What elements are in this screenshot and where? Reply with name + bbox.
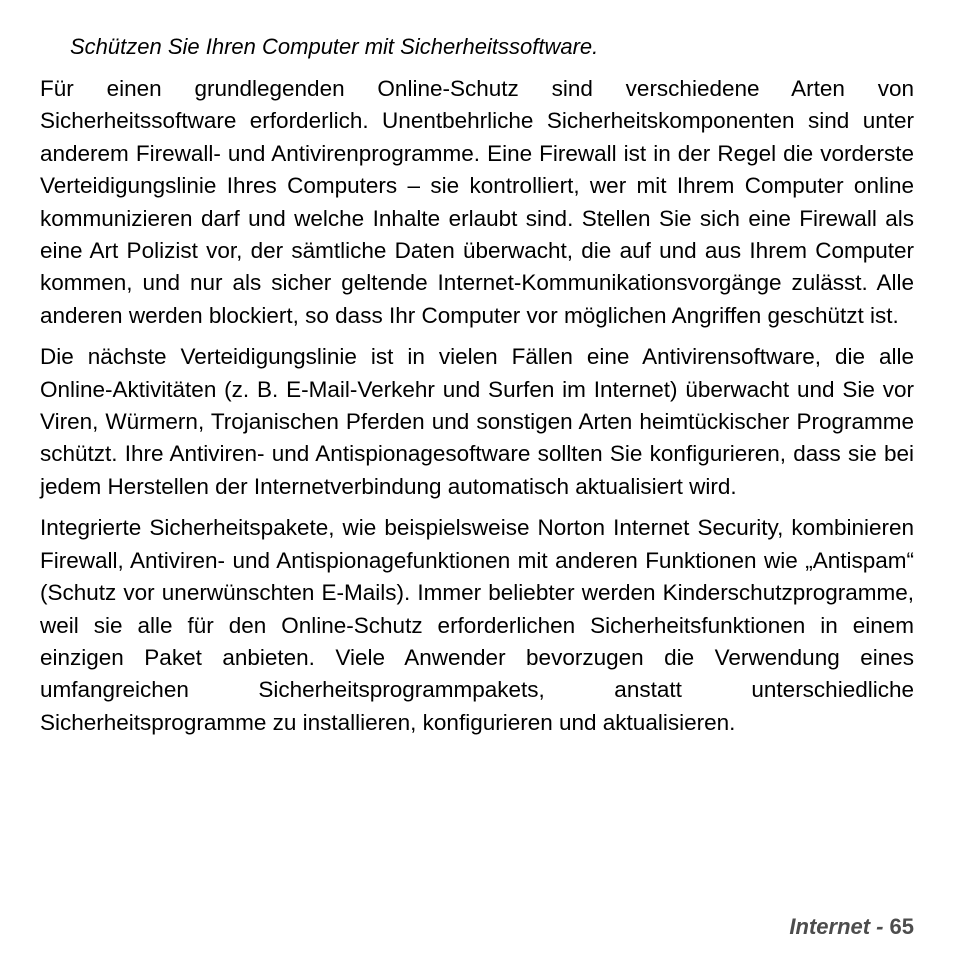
paragraph-security-suites: Integrierte Sicherheitspakete, wie beispielsweise Norton Internet Security, kombinieren Firewall, Antiviren- und Antispionagefunktionen mit anderen Funktionen wie „Antispam“ (Schutz vor unerwünschten E-Mails). Immer beliebter werden Kinderschutzprogramme, weil sie alle für den Online-Schutz erforderlichen Sicherheitsfunktionen in einem einzigen Paket anbieten. Viele Anwender bevorzugen die Verwendung eines umfangreichen Sicherheitsprogrammpakets, anstatt unterschiedliche Sicherheitsprogramme zu installieren, konfigurieren und aktualisieren.	[40, 515, 914, 735]
footer-section-title: Internet -	[789, 914, 884, 939]
paragraph-antivirus: Die nächste Verteidigungslinie ist in vielen Fällen eine Antivirensoftware, die alle Online-Aktivitäten (z. B. E-Mail-Verkehr und Surfen im Internet) überwacht und Sie vor Viren, Würmern, Trojanischen Pferden und sonstigen Arten heimtückischer Programme schützt. Ihre Antiviren- und Antispionagesoftware sollten Sie konfigurieren, dass sie bei jedem Herstellen der Internetverbindung automatisch aktualisiert wird.	[40, 344, 914, 499]
page-footer	[789, 912, 914, 942]
page-body	[40, 31, 914, 748]
page-number: 65	[889, 914, 914, 939]
paragraph-firewall: Für einen grundlegenden Online-Schutz sind verschiedene Arten von Sicherheitssoftware erforderlich. Unentbehrliche Sicherheitskomponenten sind unter anderem Firewall- und Antivirenprogramme. Eine Firewall ist in der Regel die vorderste Verteidigungslinie Ihres Computers – sie kontrolliert, wer mit Ihrem Computer online kommunizieren darf und welche Inhalte erlaubt sind. Stellen Sie sich eine Firewall als eine Art Polizist vor, der sämtliche Daten überwacht, die auf und aus Ihrem Computer kommen, und nur als sicher geltende Internet-Kommunikationsvorgänge zulässt. Alle anderen werden blockiert, so dass Ihr Computer vor möglichen Angriffen geschützt ist.	[40, 76, 914, 328]
section-heading: Schützen Sie Ihren Computer mit Sicherheitssoftware.	[70, 34, 599, 59]
